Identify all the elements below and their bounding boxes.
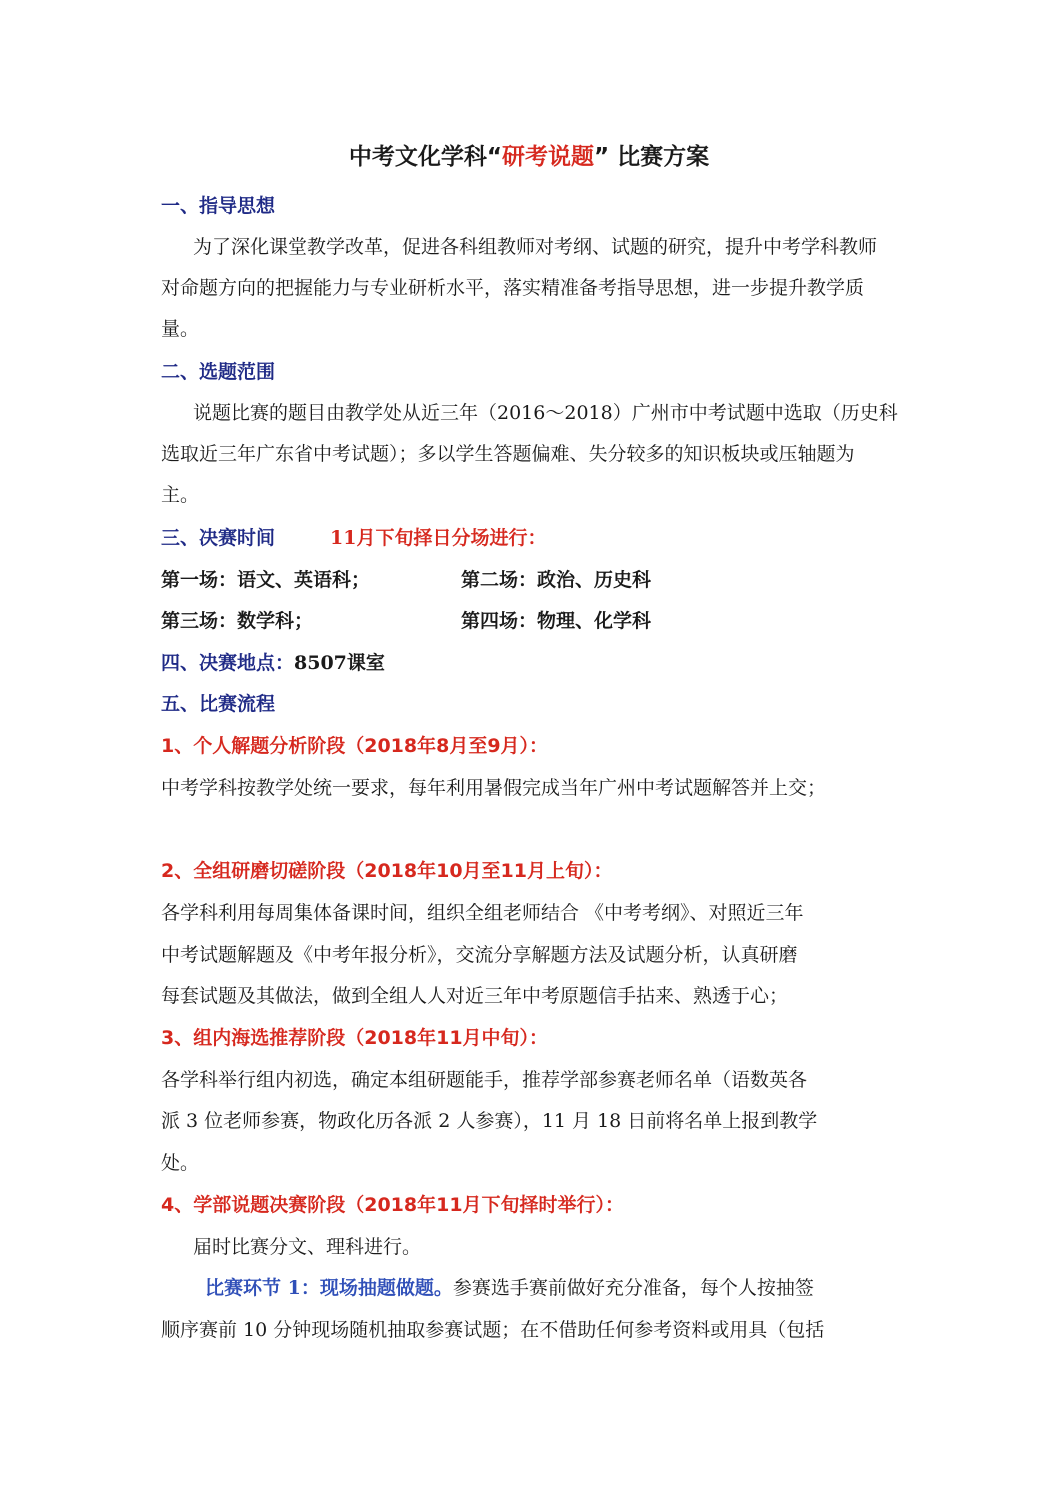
round-1-label: 比赛环节 1：现场抽题做题。 — [205, 1277, 453, 1299]
title-suffix: ” 比赛方案 — [594, 144, 710, 170]
title-prefix: 中考文化学科“ — [348, 144, 502, 170]
section-1-heading: 一、指导思想 — [161, 195, 276, 217]
stage-4-paragraph-line: 顺序赛前 10 分钟现场随机抽取参赛试题；在不借助任何参考资料或用具（包括 — [161, 1319, 825, 1341]
section-1-paragraph-line: 量。 — [161, 318, 200, 340]
section-1-paragraph-line: 为了深化课堂教学改革，促进各科组教师对考纲、试题的研究，提升中考学科教师 — [193, 236, 878, 258]
section-2-paragraph-line: 选取近三年广东省中考试题）；多以学生答题偏难、失分较多的知识板块或压轴题为 — [161, 443, 855, 465]
stage-2-heading: 2、全组研磨切磋阶段（2018年10月至11月上旬）： — [161, 860, 613, 882]
venue-value: 8507课室 — [294, 652, 385, 674]
stage-3-paragraph-line: 派 3 位老师参赛，物政化历各派 2 人参赛），11 月 18 日前将名单上报到教学 — [161, 1110, 818, 1132]
stage-1-heading: 1、个人解题分析阶段（2018年8月至9月）： — [161, 735, 549, 757]
document-title — [0, 141, 1058, 173]
schedule-session-4: 第四场：物理、化学科 — [461, 610, 652, 632]
stage-3-heading: 3、组内海选推荐阶段（2018年11月中旬）： — [161, 1027, 549, 1049]
stage-2-paragraph-line: 中考试题解题及《中考年报分析》，交流分享解题方法及试题分析，认真研磨 — [161, 944, 798, 966]
stage-2-paragraph-line: 各学科利用每周集体备课时间，组织全组老师结合 《中考考纲》、对照近三年 — [161, 902, 804, 924]
title-highlight: 研考说题 — [502, 144, 594, 170]
section-1-paragraph-line: 对命题方向的把握能力与专业研析水平，落实精准备考指导思想，进一步提升教学质 — [161, 277, 865, 299]
round-1-text: 参赛选手赛前做好充分准备，每个人按抽签 — [452, 1277, 814, 1299]
section-3-note: 11月下旬择日分场进行： — [330, 527, 547, 549]
stage-3-paragraph-line: 处。 — [161, 1152, 200, 1174]
schedule-session-1: 第一场：语文、英语科； — [161, 569, 371, 591]
stage-1-paragraph-line: 中考学科按教学处统一要求，每年利用暑假完成当年广州中考试题解答并上交； — [161, 777, 827, 799]
stage-2-paragraph-line: 每套试题及其做法，做到全组人人对近三年中考原题信手拈来、熟透于心； — [161, 985, 789, 1007]
stage-4-paragraph-line: 届时比赛分文、理科进行。 — [193, 1236, 422, 1258]
schedule-session-3: 第三场：数学科； — [161, 610, 314, 632]
section-5-heading: 五、比赛流程 — [161, 693, 276, 715]
section-2-paragraph-line: 主。 — [161, 484, 200, 506]
schedule-session-2: 第二场：政治、历史科 — [461, 569, 652, 591]
section-2-paragraph-line: 说题比赛的题目由教学处从近三年（2016～2018）广州市中考试题中选取（历史科 — [193, 402, 898, 424]
section-2-heading: 二、选题范围 — [161, 361, 276, 383]
stage-4-paragraph-line — [205, 1275, 814, 1301]
stage-3-paragraph-line: 各学科举行组内初选，确定本组研题能手，推荐学部参赛老师名单（语数英各 — [161, 1069, 808, 1091]
section-3-heading: 三、决赛时间 — [161, 527, 276, 549]
section-4-line — [161, 650, 385, 676]
stage-4-heading: 4、学部说题决赛阶段（2018年11月下旬择时举行）： — [161, 1194, 625, 1216]
section-4-heading: 四、决赛地点： — [161, 652, 295, 674]
